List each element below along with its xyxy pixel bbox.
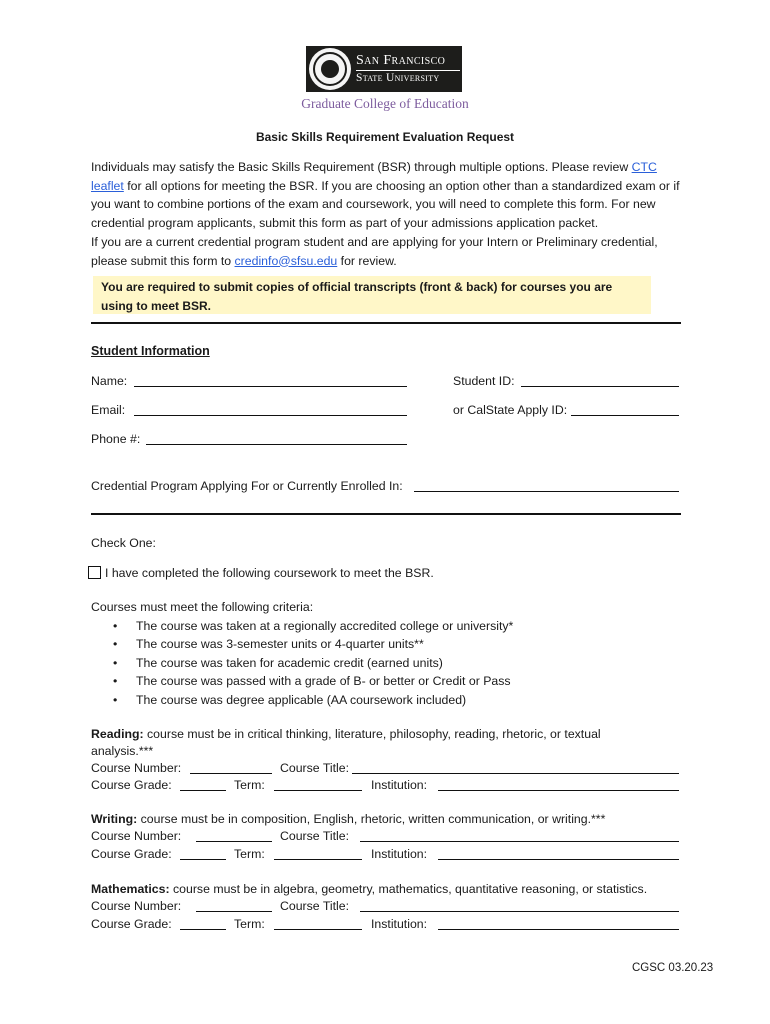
- calstate-id-label: or CalState Apply ID:: [453, 403, 568, 417]
- student-info-heading: Student Information: [91, 344, 210, 358]
- criteria-item: • The course was passed with a grade of B- or better or Credit or Pass: [111, 672, 513, 690]
- reading-course-title-label: Course Title:: [280, 761, 350, 775]
- writing-section: [91, 812, 681, 826]
- program-field[interactable]: [414, 491, 679, 492]
- program-label: Credential Program Applying For or Currently Enrolled In:: [91, 479, 403, 493]
- email-link[interactable]: credinfo@sfsu.edu: [234, 253, 338, 268]
- writing-course-title-field[interactable]: [360, 841, 679, 842]
- reading-course-grade-field[interactable]: [180, 790, 226, 791]
- intro-paragraph-1: [91, 158, 681, 232]
- writing-course-number-field[interactable]: [196, 841, 272, 842]
- criteria-item: • The course was 3-semester units or 4-quarter units**: [111, 635, 513, 653]
- intro-paragraph-2: [91, 233, 681, 270]
- math-desc: course must be in algebra, geometry, mathematics, quantitative reasoning, or statistics.: [169, 882, 648, 896]
- writing-title: Writing:: [91, 812, 138, 826]
- math-course-title-field[interactable]: [360, 911, 679, 912]
- math-course-number-field[interactable]: [196, 911, 272, 912]
- math-section: [91, 882, 681, 896]
- reading-institution-field[interactable]: [438, 790, 679, 791]
- phone-label: Phone #:: [91, 432, 141, 446]
- writing-institution-field[interactable]: [438, 859, 679, 860]
- intro-text: Individuals may satisfy the Basic Skills Requirement (BSR) through multiple options. Please review: [91, 160, 632, 174]
- logo-divider: [356, 70, 460, 71]
- name-field[interactable]: [134, 386, 407, 387]
- intro-text-cont: for all options for meeting the BSR. If you are choosing an option other than a standardized exam or if you want to combine portions of the exam and coursework, you will need to complete this form. For new credential program applicants, submit this form as part of your admissions application packet.: [91, 178, 680, 230]
- reading-term-label: Term:: [234, 778, 265, 792]
- math-course-number-label: Course Number:: [91, 899, 182, 913]
- form-code: CGSC 03.20.23: [632, 962, 714, 974]
- math-institution-field[interactable]: [438, 929, 679, 930]
- math-course-grade-label: Course Grade:: [91, 917, 172, 931]
- criteria-intro: Courses must meet the following criteria:: [91, 600, 314, 614]
- reading-course-number-label: Course Number:: [91, 761, 182, 775]
- math-course-grade-field[interactable]: [180, 929, 226, 930]
- math-term-label: Term:: [234, 917, 265, 931]
- reading-course-title-field[interactable]: [352, 773, 679, 774]
- transcript-notice: You are required to submit copies of official transcripts (front & back) for courses you are using to meet BSR.: [93, 276, 651, 314]
- intro-text-2-end: for review.: [337, 253, 397, 268]
- student-id-field[interactable]: [521, 386, 679, 387]
- math-course-title-label: Course Title:: [280, 899, 350, 913]
- coursework-option-label: I have completed the following coursework to meet the BSR.: [105, 566, 434, 580]
- writing-term-label: Term:: [234, 847, 265, 861]
- math-institution-label: Institution:: [371, 917, 428, 931]
- criteria-item: • The course was degree applicable (AA coursework included): [111, 691, 513, 709]
- writing-course-grade-field[interactable]: [180, 859, 226, 860]
- university-logo: [306, 46, 462, 92]
- email-label: Email:: [91, 403, 126, 417]
- student-id-label: Student ID:: [453, 374, 515, 388]
- writing-institution-label: Institution:: [371, 847, 428, 861]
- reading-institution-label: Institution:: [371, 778, 428, 792]
- criteria-list: [111, 617, 513, 709]
- math-title: Mathematics:: [91, 882, 170, 896]
- writing-course-number-label: Course Number:: [91, 829, 182, 843]
- check-one-label: Check One:: [91, 536, 156, 550]
- college-name: Graduate College of Education: [301, 96, 469, 111]
- reading-desc: course must be in critical thinking, literature, philosophy, reading, rhetoric, or textual analysis.***: [91, 727, 601, 758]
- reading-course-grade-label: Course Grade:: [91, 778, 172, 792]
- intro-text-2: If you are a current credential program student and are applying for your Intern or Preliminary credential, please submit this form to: [91, 235, 658, 268]
- form-title: Basic Skills Requirement Evaluation Request: [255, 130, 515, 144]
- phone-field[interactable]: [146, 444, 407, 445]
- criteria-item: • The course was taken for academic credit (earned units): [111, 654, 513, 672]
- coursework-checkbox[interactable]: [88, 566, 101, 579]
- ctc-leaflet-link[interactable]: CTC leaflet: [91, 160, 657, 193]
- logo-wordmark: [356, 54, 460, 85]
- logo-line-1: San Francisco: [356, 52, 446, 68]
- writing-desc: course must be in composition, English, rhetoric, written communication, or writing.***: [137, 812, 606, 826]
- section-divider: [91, 322, 681, 324]
- reading-title: Reading:: [91, 727, 144, 741]
- writing-term-field[interactable]: [274, 859, 362, 860]
- math-term-field[interactable]: [274, 929, 362, 930]
- reading-term-field[interactable]: [274, 790, 362, 791]
- writing-course-title-label: Course Title:: [280, 829, 350, 843]
- reading-section: [91, 726, 631, 760]
- logo-line-2: State University: [356, 71, 440, 84]
- university-seal-icon: [309, 48, 351, 90]
- calstate-id-field[interactable]: [571, 415, 679, 416]
- section-divider-2: [91, 513, 681, 515]
- reading-course-number-field[interactable]: [190, 773, 272, 774]
- criteria-item: • The course was taken at a regionally accredited college or university*: [111, 617, 513, 635]
- name-label: Name:: [91, 374, 128, 388]
- email-field[interactable]: [134, 415, 407, 416]
- writing-course-grade-label: Course Grade:: [91, 847, 172, 861]
